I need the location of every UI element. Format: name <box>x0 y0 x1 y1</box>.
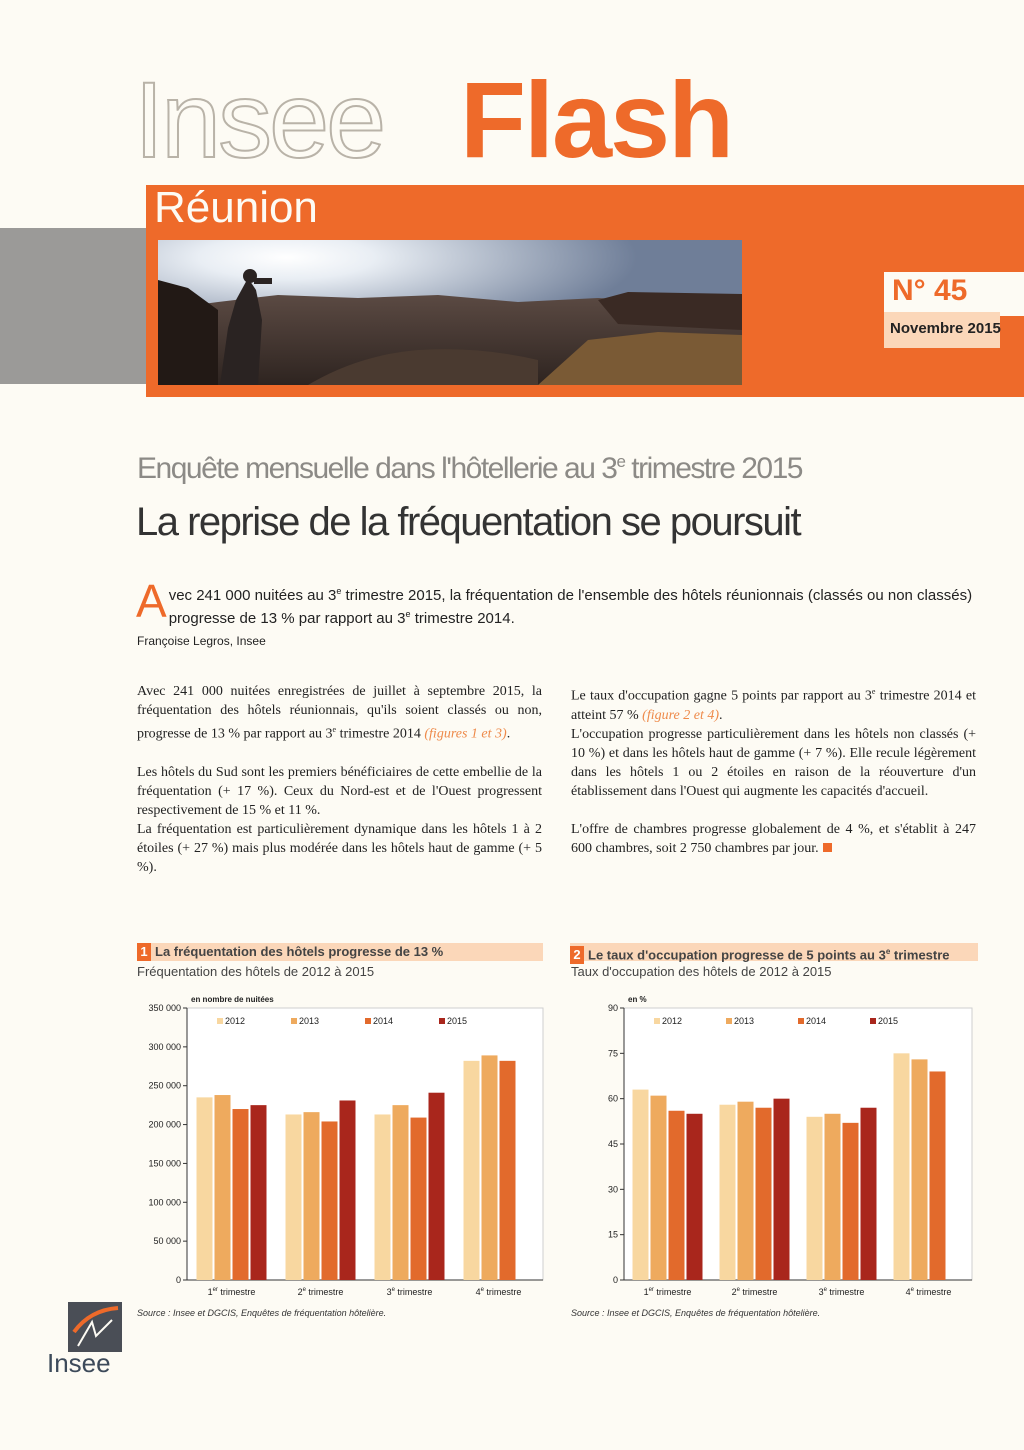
paragraph: Avec 241 000 nuitées enregistrées de juillet à septembre 2015, la fréquentation des hôtels réunionnais, qu'ils soient classés ou non, progresse de 13 % par rapport au 3e trimestre 2014 (figures 1 et 3). <box>137 684 542 742</box>
bar-2015-q3 <box>861 1108 877 1280</box>
unit-label: en % <box>628 995 647 1004</box>
bar-2014-q1 <box>233 1109 249 1280</box>
column-right <box>571 682 976 877</box>
masthead-flash: Flash <box>460 59 733 180</box>
bar-2015-q3 <box>429 1093 445 1280</box>
y-tick-label: 90 <box>607 1003 618 1013</box>
bar-2014-q4 <box>500 1061 516 1280</box>
legend-label: 2013 <box>734 1016 755 1026</box>
y-tick-label: 30 <box>607 1184 618 1195</box>
legend-label: 2015 <box>447 1016 468 1026</box>
legend-swatch <box>217 1018 223 1024</box>
bar-2013-q2 <box>738 1102 754 1280</box>
x-tick-label: 2e trimestre <box>297 1287 344 1297</box>
x-tick-label: 1er trimestre <box>643 1287 692 1297</box>
figure-1-subtitle: Fréquentation des hôtels de 2012 à 2015 <box>137 964 375 979</box>
bar-2012-q4 <box>464 1061 480 1280</box>
bar-2015-q2 <box>774 1099 790 1280</box>
x-tick-label: 3e trimestre <box>818 1287 865 1297</box>
bar-2013-q4 <box>912 1059 928 1280</box>
bar-2013-q1 <box>215 1095 231 1280</box>
y-tick-label: 100 000 <box>148 1197 181 1208</box>
column-left <box>137 682 542 896</box>
paragraph: Les hôtels du Sud sont les premiers bénéficiaires de cette embellie de la fréquentation (+ 17 %). Ceux du Nord-est et de l'Ouest progressent respectivement de 15 % et 11 %. <box>137 764 542 818</box>
figure-ref-link[interactable]: (figure 2 et 4) <box>642 707 720 723</box>
legend-swatch <box>870 1018 876 1024</box>
legend-label: 2012 <box>225 1016 246 1026</box>
legend-swatch <box>654 1018 660 1024</box>
bar-2012-q3 <box>375 1114 391 1280</box>
unit-label: en nombre de nuitées <box>191 995 274 1004</box>
paragraph: Le taux d'occupation gagne 5 points par rapport au 3e trimestre 2014 et atteint 57 % (figure 2 et 4). <box>571 687 976 723</box>
bar-2013-q3 <box>825 1114 841 1280</box>
x-tick-label: 2e trimestre <box>731 1287 778 1297</box>
chart-2 <box>570 990 980 1308</box>
issue-date: Novembre 2015 <box>890 320 1001 337</box>
bar-2015-q1 <box>687 1114 703 1280</box>
end-mark <box>823 843 832 852</box>
x-tick-label: 3e trimestre <box>386 1287 433 1297</box>
y-tick-label: 75 <box>607 1048 618 1059</box>
figure-2-subtitle: Taux d'occupation des hôtels de 2012 à 2015 <box>571 964 832 979</box>
x-tick-label: 4e trimestre <box>475 1287 522 1297</box>
y-tick-label: 0 <box>175 1275 181 1285</box>
bar-2012-q2 <box>286 1114 302 1280</box>
y-tick-label: 200 000 <box>148 1119 181 1130</box>
legend-swatch <box>291 1018 297 1024</box>
kicker: Enquête mensuelle dans l'hôtellerie au 3e trimestre 2015 <box>137 452 802 485</box>
issue-number: N° 45 <box>892 274 968 307</box>
region-title: Réunion <box>154 183 318 232</box>
legend-swatch <box>798 1018 804 1024</box>
bar-2014-q4 <box>930 1071 946 1280</box>
bar-2014-q2 <box>756 1108 772 1280</box>
bar-2012-q2 <box>720 1105 736 1280</box>
legend-label: 2013 <box>299 1016 320 1026</box>
legend-label: 2012 <box>662 1016 683 1026</box>
figure-ref-link[interactable]: (figures 1 et 3) <box>424 726 507 742</box>
paragraph: La fréquentation est particulièrement dynamique dans les hôtels 1 à 2 étoiles (+ 27 %) mais plus modérée dans les hôtels haut de gamme (+ 5 %). <box>137 821 542 875</box>
bar-2013-q4 <box>482 1055 498 1280</box>
legend-swatch <box>439 1018 445 1024</box>
legend-label: 2015 <box>878 1016 899 1026</box>
figure-1-source: Source : Insee et DGCIS, Enquêtes de fréquentation hôtelière. <box>137 1308 387 1318</box>
insee-logo-text: Insee <box>47 1348 111 1378</box>
bar-2012-q1 <box>633 1090 649 1280</box>
legend-swatch <box>365 1018 371 1024</box>
bar-2012-q4 <box>894 1053 910 1280</box>
headline: La reprise de la fréquentation se poursuit <box>136 500 801 544</box>
drop-cap: A <box>136 575 167 627</box>
chart-1 <box>137 990 549 1308</box>
paragraph: L'offre de chambres progresse globalement de 4 %, et s'établit à 247 600 chambres, soit 2 750 chambres par jour. <box>571 821 976 856</box>
y-tick-label: 0 <box>612 1275 618 1285</box>
paragraph: L'occupation progresse particulièrement dans les hôtels non classés (+ 10 %) et dans les hôtels haut de gamme (+ 7 %). Elle recule légèrement dans les hôtels 1 ou 2 étoiles en raison de la réouverture d'un établissement dans l'Ouest qui augmente les capacités d'accueil. <box>571 726 976 799</box>
cover-photo <box>158 240 742 385</box>
figure-2-source: Source : Insee et DGCIS, Enquêtes de fréquentation hôtelière. <box>571 1308 821 1318</box>
bar-2015-q1 <box>251 1105 267 1280</box>
legend-label: 2014 <box>806 1016 827 1026</box>
x-tick-label: 4e trimestre <box>905 1287 952 1297</box>
masthead-insee: Insee <box>134 59 384 180</box>
bar-2012-q3 <box>807 1117 823 1280</box>
bar-2014-q3 <box>843 1123 859 1280</box>
legend-swatch <box>726 1018 732 1024</box>
lead-paragraph: Avec 241 000 nuitées au 3e trimestre 2015, la fréquentation de l'ensemble des hôtels réunionnais (classés ou non classés) progresse de 13 % par rapport au 3e trimestre 2014. <box>136 575 973 627</box>
bar-2014-q3 <box>411 1118 427 1280</box>
y-tick-label: 350 000 <box>148 1003 181 1013</box>
insee-logo-mark <box>68 1302 122 1352</box>
figure-1-title: 1 La fréquentation des hôtels progresse de 13 % <box>137 943 543 961</box>
bar-2012-q1 <box>197 1097 213 1280</box>
legend-label: 2014 <box>373 1016 394 1026</box>
bar-2013-q1 <box>651 1096 667 1280</box>
figure-2-title: 2 Le taux d'occupation progresse de 5 points au 3e trimestre <box>570 943 978 961</box>
bar-2014-q2 <box>322 1121 338 1280</box>
bar-2013-q2 <box>304 1112 320 1280</box>
y-tick-label: 250 000 <box>148 1080 181 1091</box>
bar-2013-q3 <box>393 1105 409 1280</box>
y-tick-label: 50 000 <box>153 1236 181 1247</box>
bar-2015-q2 <box>340 1100 356 1280</box>
y-tick-label: 60 <box>607 1093 618 1104</box>
y-tick-label: 300 000 <box>148 1041 181 1052</box>
y-tick-label: 45 <box>607 1139 618 1149</box>
author: Françoise Legros, Insee <box>137 634 266 648</box>
bar-2014-q1 <box>669 1111 685 1280</box>
y-tick-label: 15 <box>607 1229 618 1240</box>
x-tick-label: 1er trimestre <box>207 1287 256 1297</box>
y-tick-label: 150 000 <box>148 1158 181 1169</box>
